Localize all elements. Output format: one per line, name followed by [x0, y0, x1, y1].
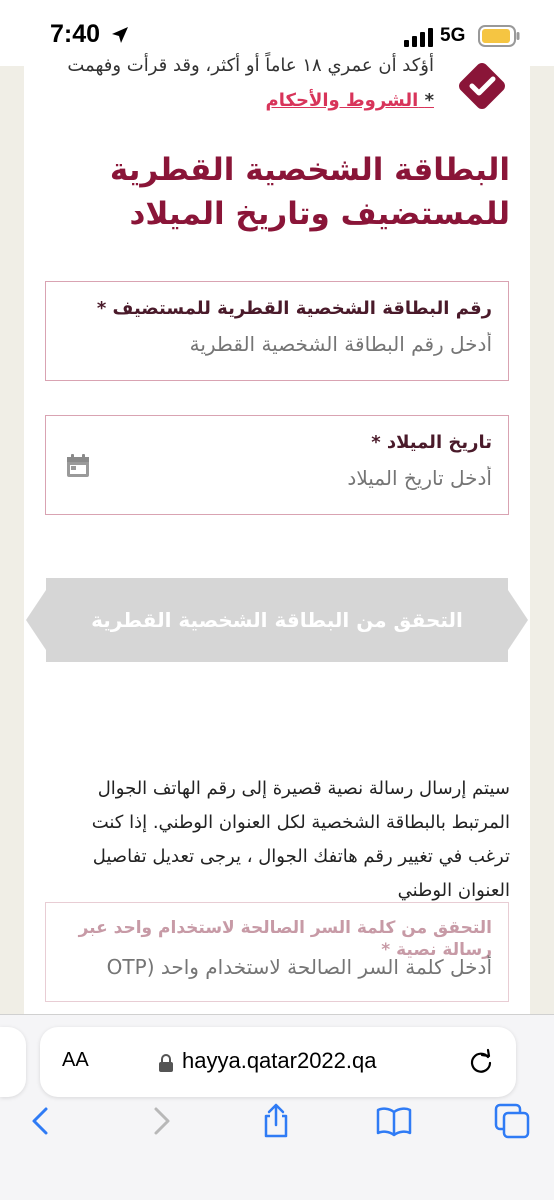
- address-bar[interactable]: [40, 1027, 516, 1097]
- dob-label: تاريخ الميلاد *: [371, 432, 492, 453]
- required-mark: *: [424, 90, 434, 111]
- cellular-signal-icon: [404, 27, 434, 47]
- sms-info-text: سيتم إرسال رسالة نصية قصيرة إلى رقم الهاتف الجوال المرتبط بالبطاقة الشخصية لكل العنوان الوطني. إذا كنت ترغب في تغيير رقم هاتفك الجوال ، يرجى تعديل تفاصيل العنوان الوطني: [91, 778, 510, 901]
- consent-checkbox[interactable]: [454, 58, 510, 114]
- reload-icon[interactable]: [468, 1049, 494, 1075]
- terms-wrapper: [266, 90, 434, 111]
- qid-label: رقم البطاقة الشخصية القطرية للمستضيف *: [96, 298, 492, 319]
- bookmarks-icon[interactable]: [376, 1103, 412, 1139]
- otp-label: التحقق من كلمة السر الصالحة لاستخدام واحد عبر رسالة نصية *: [78, 918, 492, 960]
- back-icon[interactable]: [24, 1103, 60, 1139]
- dob-field[interactable]: [45, 415, 509, 515]
- consent-text: أؤكد أن عمري ١٨ عاماً أو أكثر، وقد قرأت وفهمت: [67, 55, 434, 76]
- qid-input[interactable]: [72, 332, 492, 356]
- network-type: 5G: [440, 25, 466, 46]
- previous-tab-peek[interactable]: [0, 1027, 26, 1097]
- consent-row: [24, 55, 530, 126]
- registration-page: [24, 55, 530, 1014]
- status-time: 7:40: [50, 20, 101, 48]
- terms-link[interactable]: الشروط والأحكام: [265, 90, 419, 111]
- share-icon[interactable]: [258, 1103, 294, 1139]
- forward-icon[interactable]: [142, 1103, 178, 1139]
- qid-field[interactable]: [45, 281, 509, 381]
- section-title: البطاقة الشخصية القطرية للمستضيف وتاريخ الميلاد: [109, 152, 510, 232]
- tabs-icon[interactable]: [494, 1103, 530, 1139]
- otp-input[interactable]: [62, 955, 492, 979]
- otp-field[interactable]: [45, 902, 509, 1002]
- calendar-icon[interactable]: [64, 452, 92, 480]
- browser-toolbar: [0, 1014, 554, 1200]
- battery-icon: [478, 24, 520, 48]
- verify-qid-button[interactable]: التحقق من البطاقة الشخصية القطرية: [46, 578, 508, 662]
- dob-input[interactable]: [132, 466, 492, 490]
- location-arrow-icon: [110, 25, 130, 45]
- url-text: hayya.qatar2022.qa: [182, 1048, 377, 1073]
- lock-icon: [158, 1053, 174, 1073]
- reader-aa-button[interactable]: AA: [62, 1049, 89, 1071]
